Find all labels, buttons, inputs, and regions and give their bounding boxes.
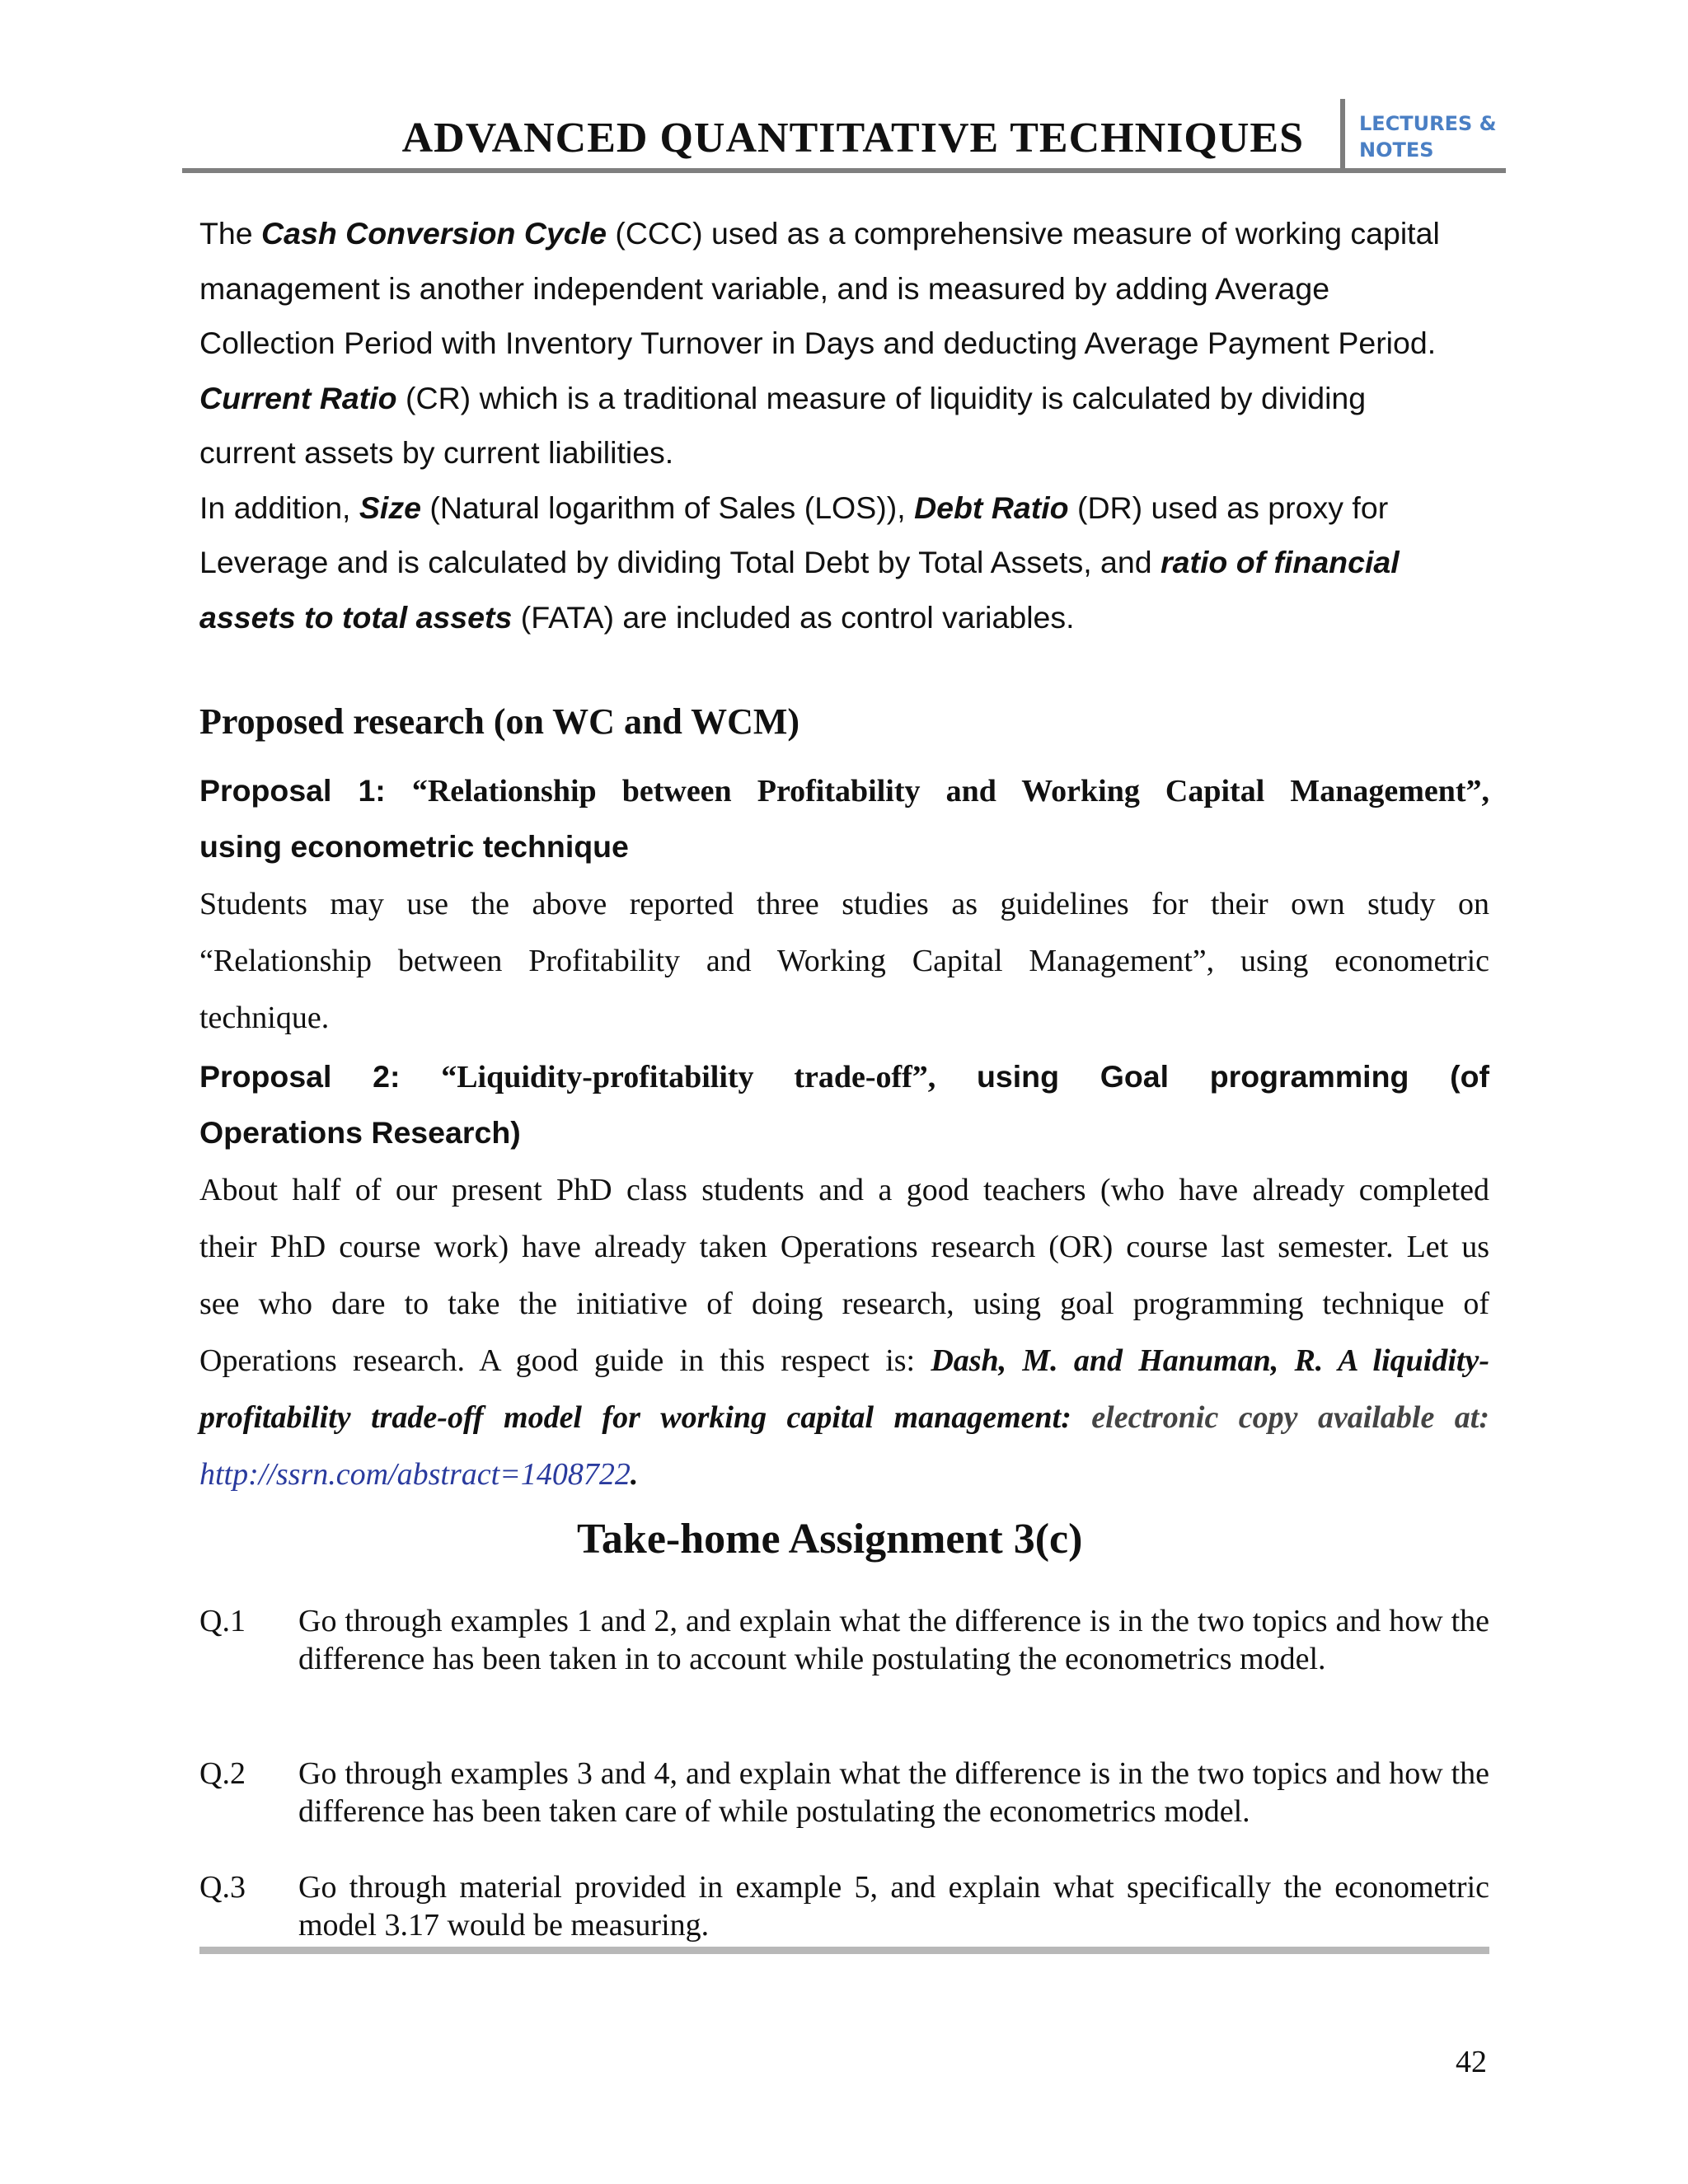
question-text: Go through examples 3 and 4, and explain what the difference is in the two topics and how the difference has been taken care of while postulating the econometrics model. [298,1756,1489,1829]
citation-part3: electronic copy available at: [1071,1400,1489,1435]
page-number: 42 [1456,2045,1487,2079]
header-tag [1359,110,1497,163]
proposal-2-title [199,1048,1489,1105]
assignment-heading: Take-home Assignment 3(c) [577,1516,1083,1563]
header-tag-line2: NOTES [1359,138,1434,162]
proposal-1-subtitle: using econometric technique [199,829,629,864]
question-number: Q.1 [199,1604,246,1638]
intro-line: The Cash Conversion Cycle (CCC) used as a comprehensive measure of working capital [199,216,1440,251]
body-line: their PhD course work) have already taken Operations research (OR) course last semester. Let us [199,1230,1489,1264]
header-rule [182,168,1506,173]
term-fata-a: ratio of financial [1160,545,1400,579]
document-title: ADVANCED QUANTITATIVE TECHNIQUES [401,115,1304,162]
intro-section [199,206,1489,644]
body-line [199,1390,1489,1446]
proposal-1-label: Proposal 1: [199,773,412,808]
body-line: http://ssrn.com/abstract=1408722. [199,1457,639,1492]
body-line: see who dare to take the initiative of doing research, using goal programming technique of [199,1286,1489,1321]
question-text: Go through examples 1 and 2, and explain what the difference is in the two topics and how the difference has been taken in to account while postulating the econometrics model. [298,1604,1489,1676]
section-heading-research: Proposed research (on WC and WCM) [199,701,800,742]
intro-line: current assets by current liabilities. [199,435,674,470]
term-current-ratio: Current Ratio [199,380,397,415]
question-text: Go through material provided in example 5, and explain what specifically the econometric model 3.17 would be measuring. [298,1870,1489,1943]
ssrn-link[interactable]: http://ssrn.com/abstract=1408722 [199,1457,631,1492]
term-size: Size [359,490,421,525]
intro-line: In addition, Size (Natural logarithm of Sales (LOS)), Debt Ratio (DR) used as proxy for [199,490,1389,525]
body-line: technique. [199,1001,330,1035]
header-tag-line1: LECTURES & [1359,112,1497,135]
body-line: “Relationship between Profitability and Working Capital Management”, using econometric [199,944,1489,978]
intro-line: Leverage and is calculated by dividing Total Debt by Total Assets, and ratio of financial [199,545,1400,579]
proposal-1-quote: “Relationship between Profitability and Working Capital Management”, [411,774,1490,808]
proposal-2-body [199,1162,1489,1503]
footer-rule [199,1947,1489,1954]
question-number: Q.3 [199,1870,246,1905]
proposal-2-subtitle: Operations Research) [199,1115,521,1150]
proposal-2-tail: using Goal programming (of [935,1059,1489,1094]
intro-line: Current Ratio (CR) which is a traditional measure of liquidity is calculated by dividing [199,380,1367,415]
proposal-1-body [199,876,1489,1047]
term-ccc: Cash Conversion Cycle [261,216,607,251]
body-line: Operations research. A good guide in this respect is: Dash, M. and Hanuman, R. A liquidity- [199,1343,1489,1378]
header-divider [1340,99,1345,170]
citation-part2: profitability trade-off model for working capital management: [199,1400,1071,1435]
intro-line: Collection Period with Inventory Turnover in Days and deducting Average Payment Period. [199,326,1437,360]
proposal-2-quote: “Liquidity-profitability trade-off”, [441,1060,936,1094]
question-number: Q.2 [199,1756,246,1791]
page-header [182,96,1506,175]
intro-line: assets to total assets (FATA) are included as control variables. [199,599,1075,635]
body-line: Students may use the above reported three studies as guidelines for their own study on [199,887,1489,921]
body-line: About half of our present PhD class students and a good teachers (who have already completed [199,1173,1489,1207]
term-debt-ratio: Debt Ratio [914,490,1069,525]
citation-part1: Dash, M. and Hanuman, R. A liquidity- [931,1343,1489,1378]
proposal-1-title [199,762,1489,819]
term-fata-b: assets to total assets [199,599,513,635]
proposal-2-label: Proposal 2: [199,1059,442,1094]
intro-line: management is another independent variable, and is measured by adding Average [199,270,1330,306]
